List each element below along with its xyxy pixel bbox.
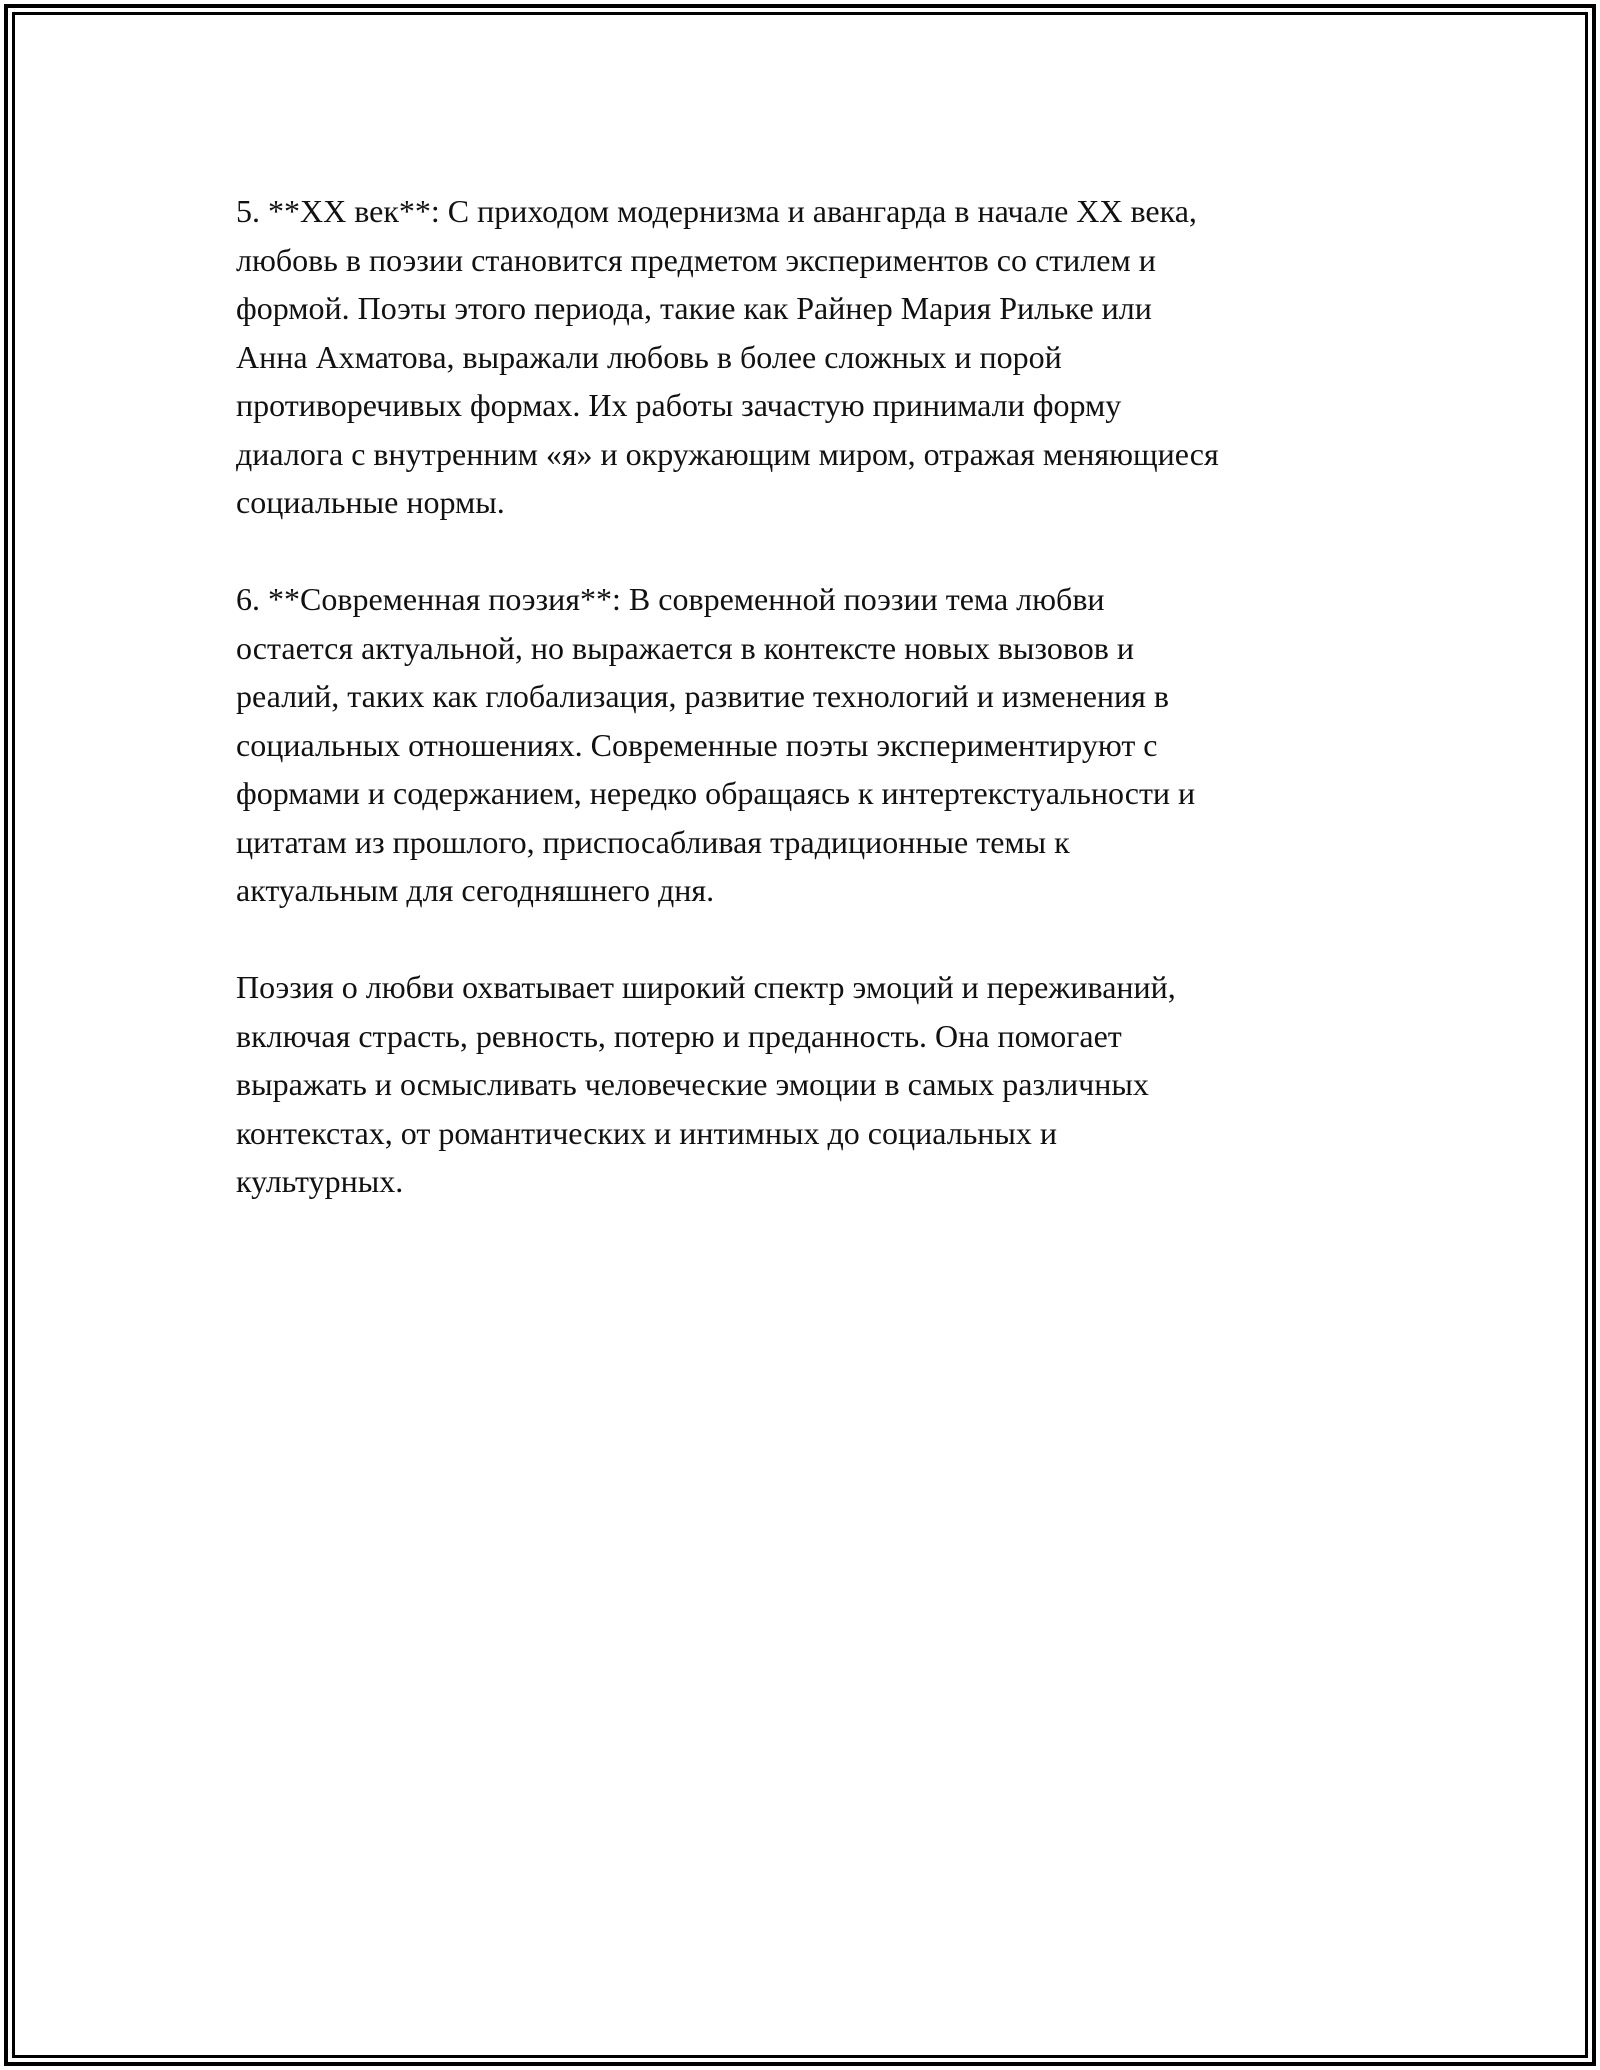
text-line: выражать и осмысливать человеческие эмоции в самых различных xyxy=(236,1066,1149,1102)
text-line: контекстах, от романтических и интимных до социальных и xyxy=(236,1114,1058,1151)
text-line: культурных. xyxy=(236,1163,404,1199)
text-line: любовь в поэзии становится предметом экспериментов со стилем и xyxy=(236,241,1156,278)
text-line: включая страсть, ревность, потерю и преданность. Она помогает xyxy=(236,1017,1122,1054)
paragraph-conclusion xyxy=(236,963,1396,1206)
text-line: социальных отношениях. Современные поэты экспериментируют с xyxy=(236,726,1158,763)
text-line: формой. Поэты этого периода, такие как Райнер Мария Рильке или xyxy=(236,290,1152,326)
text-line: 5. **XX век**: С приходом модернизма и авангарда в начале XX века, xyxy=(236,193,1197,229)
text-line: социальные нормы. xyxy=(236,484,505,520)
paragraph-20th-century xyxy=(236,187,1396,527)
text-line: цитатам из прошлого, приспосабливая традиционные темы к xyxy=(236,823,1070,860)
paragraph-modern-poetry xyxy=(236,575,1396,915)
text-line: 6. **Современная поэзия**: В современной поэзии тема любви xyxy=(236,581,1105,617)
text-line: диалога с внутренним «я» и окружающим миром, отражая меняющиеся xyxy=(236,435,1219,472)
document-body xyxy=(236,187,1396,1254)
text-line: Поэзия о любви охватывает широкий спектр эмоций и переживаний, xyxy=(236,969,1176,1005)
text-line: остается актуальной, но выражается в контексте новых вызовов и xyxy=(236,629,1134,666)
text-line: Анна Ахматова, выражали любовь в более сложных и порой xyxy=(236,338,1062,375)
text-line: актуальным для сегодняшнего дня. xyxy=(236,872,715,908)
text-line: формами и содержанием, нередко обращаясь к интертекстуальности и xyxy=(236,775,1196,811)
text-line: реалий, таких как глобализация, развитие технологий и изменения в xyxy=(236,678,1169,714)
text-line: противоречивых формах. Их работы зачастую принимали форму xyxy=(236,387,1122,423)
